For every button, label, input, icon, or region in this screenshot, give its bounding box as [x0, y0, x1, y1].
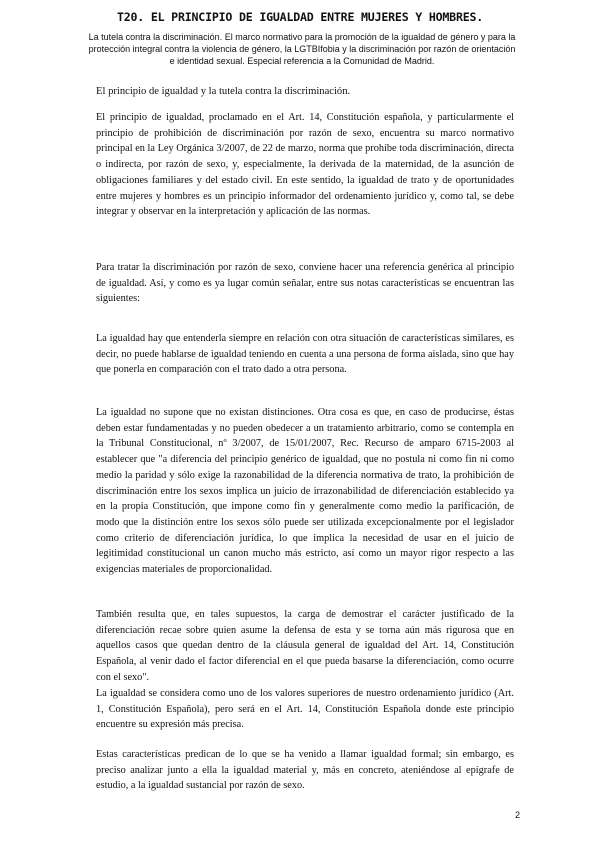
page-number: 2	[515, 810, 521, 820]
document-title: T20. EL PRINCIPIO DE IGUALDAD ENTRE MUJERES Y HOMBRES.	[116, 10, 484, 24]
paragraph: Para tratar la discriminación por razón de sexo, conviene hacer una referencia genérica al principio de igualdad. Así, y como es ya lugar común señalar, entre sus notas características se encuentran las siguientes:	[96, 262, 514, 305]
paragraph: La igualdad no supone que no existan distinciones. Otra cosa es que, en caso de producirse, éstas deben estar fundamentadas y no pueden obedecer a un tratamiento arbitrario, como se contempla en la Tribunal Constitucional, nº 3/2007, de 15/01/2007, Rec. Recurso de amparo 6715-2003 al establecer que "a diferencia del principio genérico de igualdad, que no postula ni como fin ni como medio la paridad y sólo exige la razonabilidad de la diferencia normativa de trato, la prohibición de discriminación entre los sexos implica un juicio de irrazonabilidad de diferenciación establecido ya en la propia Constitución, que impone como fin y generalmente como medio la parificación, de modo que la distinción entre los sexos sólo puede ser utilizada excepcionalmente por el legislador como criterio de diferenciación jurídica, lo que implica la necesidad de usar en el juicio de legitimidad constitucional un canon mucho más estricto, así como un mayor rigor respecto a las exigencias materiales de proporcionalidad.	[96, 407, 514, 576]
document-subtitle: La tutela contra la discriminación. El marco normativo para la promoción de la igualdad de género y para la protección integral contra la violencia de género, la LGTBIfobia y la discriminación por razón de orientación e identidad sexual. Especial referencia a la Comunidad de Madrid.	[88, 32, 516, 66]
paragraph: El principio de igualdad, proclamado en el Art. 14, Constitución española, y particularmente el principio de prohibición de discriminación por razón de sexo, encuentra su marco normativo principal en la Ley Orgánica 3/2007, de 22 de marzo, norma que prohíbe toda discriminación, directa o indirecta, por razón de sexo, y, especialmente, la derivada de la maternidad, de la asunción de obligaciones familiares y del estado civil. En este sentido, la igualdad de trato y de oportunidades entre mujeres y hombres es un principio informador del ordenamiento jurídico y, como tal, se debe integrar y observar en la interpretación y aplicación de las normas.	[96, 112, 514, 218]
paragraph: La igualdad hay que entenderla siempre en relación con otra situación de características similares, es decir, no puede hablarse de igualdad teniendo en cuenta a una persona de forma aislada, sino que hay que ponerla en comparación con el trato dado a otra persona.	[96, 333, 514, 376]
paragraph: También resulta que, en tales supuestos, la carga de demostrar el carácter justificado de la diferenciación recae sobre quien asume la defensa de esta y se torna aún más rigurosa que en aquellos casos que quedan dentro de la cláusula general de igualdad del Art. 14, Constitución Española, al venir dado el factor diferencial en el que pueda basarse la diferenciación, como ocurre con el sexo".	[96, 609, 514, 683]
paragraph: La igualdad se considera como uno de los valores superiores de nuestro ordenamiento jurídico (Art. 1, Constitución Española), pero será en el Art. 14, Constitución Española donde este principio encuentre su expresión más precisa.	[96, 688, 514, 731]
paragraph: Estas características predican de lo que se ha venido a llamar igualdad formal; sin embargo, es preciso analizar junto a ella la igualdad material y, más en concreto, ateniéndose al epígrafe de estudio, a la igualdad sustancial por razón de sexo.	[96, 749, 514, 792]
section-heading: El principio de igualdad y la tutela contra la discriminación.	[96, 86, 351, 97]
